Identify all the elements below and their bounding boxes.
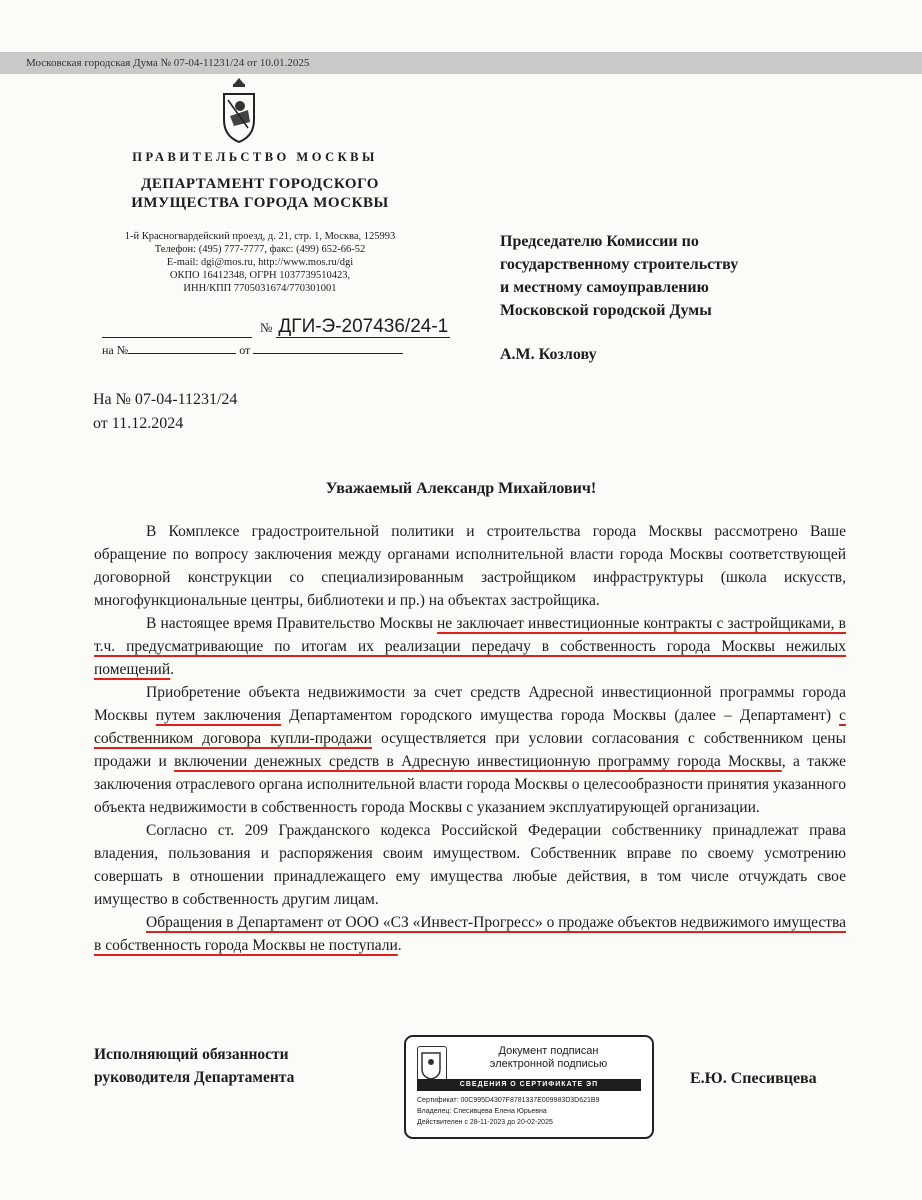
highlighted-text: с собственником договора купли-продажи bbox=[94, 707, 846, 747]
department-name bbox=[90, 175, 430, 213]
number-sign: № bbox=[260, 320, 273, 335]
signer-title bbox=[94, 1043, 294, 1089]
reference-row bbox=[102, 343, 403, 358]
certificate-owner: Владелец: Спесивцева Елена Юрьевна bbox=[417, 1108, 547, 1115]
contact-line: Телефон: (495) 777-7777, факс: (499) 652-66-52 bbox=[154, 244, 366, 255]
department-line-1: ДЕПАРТАМЕНТ ГОРОДСКОГО bbox=[141, 176, 379, 192]
text-span: осуществляется при условии согласования с собственником цены продажи и bbox=[94, 730, 846, 770]
paragraph-4: Согласно ст. 209 Гражданского кодекса Российской Федерации собственнику принадлежат права владения, пользования и распоряжения своим имуществом. Собственник вправе по своему усмотрению совершать в отношении принадлежащего ему имущества любые действия, в том числе отчуждать свое имущество в собственность другим лицам. bbox=[94, 822, 846, 908]
in-reply-date: от 11.12.2024 bbox=[93, 415, 184, 432]
certificate-validity: Действителен с 28-11-2023 до 20-02-2025 bbox=[417, 1119, 553, 1126]
esign-caption bbox=[446, 1045, 651, 1071]
text-span: Приобретение объекта недвижимости за счет средств Адресной инвестиционной программы города Москвы bbox=[94, 684, 846, 724]
in-reply-to bbox=[93, 388, 237, 436]
moscow-coat-of-arms-icon bbox=[218, 76, 260, 146]
contact-line: 1-й Красногвардейский проезд, д. 21, стр. 1, Москва, 125993 bbox=[124, 231, 396, 242]
signer-title-line-1: Исполняющий обязанности bbox=[94, 1046, 289, 1063]
ref-date-blank bbox=[253, 353, 403, 354]
contact-line: ИНН/КПП 7705031674/770301001 bbox=[183, 283, 337, 294]
text-span: Департаментом городского имущества города Москвы (далее – Департамент) bbox=[281, 707, 840, 724]
addressee-line: Московской городской Думы bbox=[500, 302, 712, 319]
highlighted-text: не заключает инвестиционные контракты с застройщиками, в т.ч. предусматривающие по итогам их реализации передачу в собственность города Москвы нежилых помещений bbox=[94, 615, 846, 678]
signer-name: Е.Ю. Спесивцева bbox=[690, 1070, 817, 1087]
contact-line: ОКПО 16412348, ОГРН 1037739510423, bbox=[169, 270, 351, 281]
certificate-number: Сертификат: 00C995D4307F8781337E009983D3D621B9 bbox=[417, 1097, 600, 1104]
date-blank bbox=[102, 337, 252, 338]
text-span: , а также заключения отраслевого органа исполнительной власти города Москвы о целесообразности принятия указанного объекта недвижимости в собственность города Москвы с указанием эксплуатирующей организации. bbox=[94, 753, 846, 816]
paragraph-5 bbox=[94, 911, 846, 957]
electronic-signature-stamp bbox=[404, 1035, 654, 1139]
certificate-info-bar: СВЕДЕНИЯ О СЕРТИФИКАТЕ ЭП bbox=[417, 1079, 641, 1091]
highlighted-text: включении денежных средств в Адресную инвестиционную программу города Москвы bbox=[174, 753, 782, 770]
government-name: ПРАВИТЕЛЬСТВО МОСКВЫ bbox=[132, 150, 378, 164]
certificate-details bbox=[417, 1095, 599, 1128]
text-span: . bbox=[397, 937, 402, 954]
highlighted-text: Обращения в Департамент от ООО «СЗ «Инвест-Прогресс» о продаже объектов недвижимого имущества в собственность города Москвы не поступали bbox=[94, 914, 846, 954]
ref-number-blank bbox=[128, 353, 236, 354]
department-contacts bbox=[75, 230, 445, 295]
esign-line-1: Документ подписан bbox=[498, 1045, 599, 1057]
paragraph-1: В Комплексе градостроительной политики и строительства города Москвы рассмотрено Ваше обращение по вопросу заключения между органами исполнительной власти города Москвы соответствующей договорной конструкции со специализированным застройщиком инфраструктуры (школа искусств, многофункциональные центры, библиотеки и пр.) на объектах застройщика. bbox=[94, 523, 846, 609]
paragraph-3 bbox=[94, 681, 846, 819]
addressee-line: Председателю Комиссии по bbox=[500, 233, 699, 250]
contact-line: E-mail: dgi@mos.ru, http://www.mos.ru/dgi bbox=[166, 257, 354, 268]
addressee-line: государственному строительству bbox=[500, 256, 739, 273]
highlighted-text: путем заключения bbox=[155, 707, 282, 724]
esign-line-2: электронной подписью bbox=[489, 1058, 608, 1070]
addressee-line: и местному самоуправлению bbox=[500, 279, 709, 296]
text-span: В настоящее время Правительство Москвы bbox=[146, 615, 438, 632]
registration-stamp: Московская городская Дума № 07-04-11231/24 от 10.01.2025 bbox=[0, 52, 922, 74]
addressee-block bbox=[500, 230, 860, 322]
in-reply-number: На № 07-04-11231/24 bbox=[93, 391, 238, 408]
salutation: Уважаемый Александр Михайлович! bbox=[325, 480, 597, 497]
ref-from: от bbox=[239, 343, 251, 357]
letter-body bbox=[94, 520, 846, 957]
ref-prefix: на № bbox=[102, 343, 129, 357]
text-span: . bbox=[170, 661, 175, 678]
outgoing-number: ДГИ-Э-207436/24-1 bbox=[278, 316, 449, 337]
department-line-2: ИМУЩЕСТВА ГОРОДА МОСКВЫ bbox=[131, 195, 389, 211]
paragraph-2 bbox=[94, 612, 846, 681]
outgoing-number-row bbox=[102, 316, 450, 338]
addressee-name: А.М. Козлову bbox=[500, 346, 597, 363]
signer-title-line-2: руководителя Департамента bbox=[94, 1069, 295, 1086]
